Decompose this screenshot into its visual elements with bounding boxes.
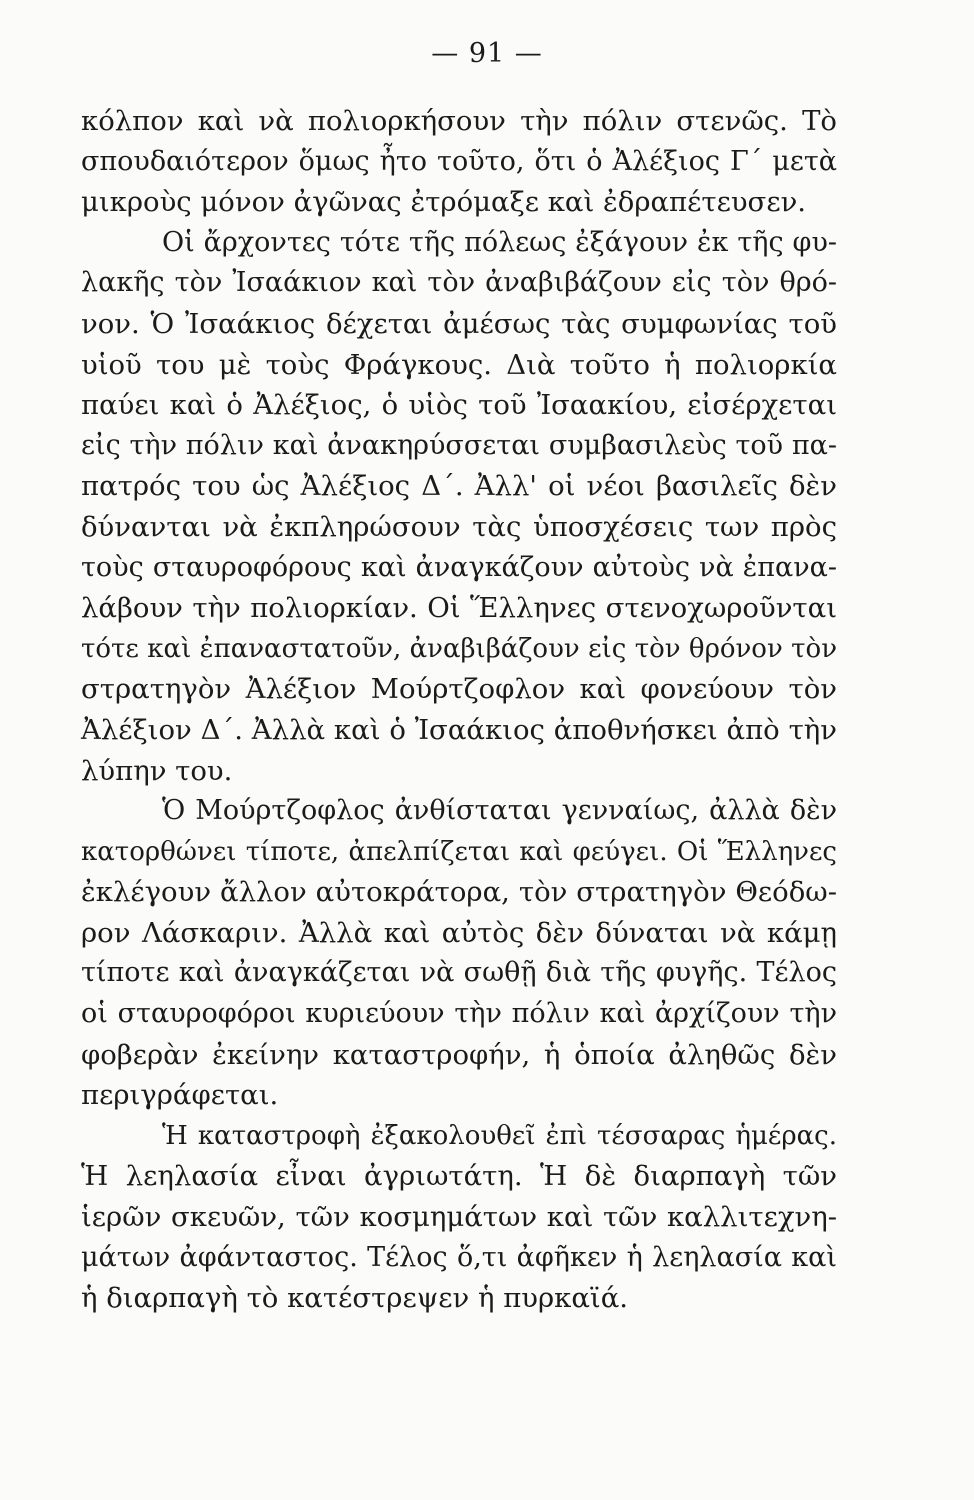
- text-line: πατρός του ὡς Ἀλέξιος Δ΄. Ἀλλ' οἱ νέοι βασιλεῖς δὲν: [81, 470, 837, 503]
- text-line: στρατηγὸν Ἀλέξιον Μούρτζοφλον καὶ φονεύουν τὸν: [81, 673, 837, 706]
- text-line: ρον Λάσκαριν. Ἀλλὰ καὶ αὐτὸς δὲν δύναται νὰ κάμῃ: [81, 916, 837, 949]
- text-line: δύνανται νὰ ἐκπληρώσουν τὰς ὑποσχέσεις των πρὸς: [81, 510, 837, 543]
- text-line: ἱερῶν σκευῶν, τῶν κοσμημάτων καὶ τῶν καλλιτεχνη-: [81, 1201, 837, 1234]
- text-line: μικροὺς μόνον ἀγῶνας ἐτρόμαξε καὶ ἐδραπέτευσεν.: [81, 186, 807, 219]
- text-line: οἱ σταυροφόροι κυριεύουν τὴν πόλιν καὶ ἀρχίζουν τὴν: [81, 998, 837, 1030]
- text-line: κόλπον καὶ νὰ πολιορκήσουν τὴν πόλιν στενῶς. Τὸ: [81, 105, 837, 137]
- body-text: [81, 101, 837, 1319]
- page-number: — 91 —: [431, 38, 543, 69]
- text-line: παύει καὶ ὁ Ἀλέξιος, ὁ υἱὸς τοῦ Ἰσαακίου, εἰσέρχεται: [81, 389, 837, 422]
- text-line: Ἀλέξιον Δ΄. Ἀλλὰ καὶ ὁ Ἰσαάκιος ἀποθνήσκει ἀπὸ τὴν: [81, 713, 837, 746]
- text-line: λακῆς τὸν Ἰσαάκιον καὶ τὸν ἀναβιβάζουν εἰς τὸν θρό-: [81, 267, 837, 299]
- text-line: υἱοῦ του μὲ τοὺς Φράγκους. Διὰ τοῦτο ἡ πολιορκία: [81, 348, 837, 381]
- text-line: τότε καὶ ἐπαναστατοῦν, ἀναβιβάζουν εἰς τὸν θρόνον τὸν: [81, 633, 837, 664]
- text-line: Ἡ λεηλασία εἶναι ἀγριωτάτη. Ἡ δὲ διαρπαγὴ τῶν: [81, 1160, 837, 1193]
- text-line: νον. Ὁ Ἰσαάκιος δέχεται ἀμέσως τὰς συμφωνίας τοῦ: [81, 307, 837, 340]
- text-line: Ἡ καταστροφὴ ἐξακολουθεῖ ἐπὶ τέσσαρας ἡμέρας.: [162, 1120, 837, 1151]
- text-line: περιγράφεται.: [81, 1079, 279, 1112]
- text-line: Ὁ Μούρτζοφλος ἀνθίσταται γενναίως, ἀλλὰ δὲν: [162, 795, 837, 827]
- text-line: κατορθώνει τίποτε, ἀπελπίζεται καὶ φεύγει. Οἱ Ἕλληνες: [81, 836, 837, 867]
- text-line: τοὺς σταυροφόρους καὶ ἀναγκάζουν αὐτοὺς νὰ ἐπανα-: [81, 551, 837, 583]
- text-line: εἰς τὴν πόλιν καὶ ἀνακηρύσσεται συμβασιλεὺς τοῦ πα-: [81, 429, 837, 461]
- text-line: λάβουν τὴν πολιορκίαν. Οἱ Ἕλληνες στενοχωροῦνται: [81, 592, 837, 625]
- text-line: μάτων ἀφάνταστος. Τέλος ὅ,τι ἀφῆκεν ἡ λεηλασία καὶ: [81, 1241, 837, 1273]
- text-line: φοβερὰν ἐκείνην καταστροφήν, ἡ ὁποία ἀληθῶς δὲν: [81, 1038, 837, 1071]
- text-line: ἐκλέγουν ἄλλον αὐτοκράτορα, τὸν στρατηγὸν Θεόδω-: [81, 876, 837, 909]
- text-line: τίποτε καὶ ἀναγκάζεται νὰ σωθῇ διὰ τῆς φυγῆς. Τέλος: [81, 957, 837, 989]
- text-line: σπουδαιότερον ὅμως ἦτο τοῦτο, ὅτι ὁ Ἀλέξιος Γ΄ μετὰ: [81, 145, 837, 177]
- text-line: λύπην του.: [81, 754, 233, 787]
- text-line: Οἱ ἄρχοντες τότε τῆς πόλεως ἐξάγουν ἐκ τῆς φυ-: [162, 226, 837, 258]
- text-line: ἡ διαρπαγὴ τὸ κατέστρεψεν ἡ πυρκαϊά.: [81, 1282, 629, 1315]
